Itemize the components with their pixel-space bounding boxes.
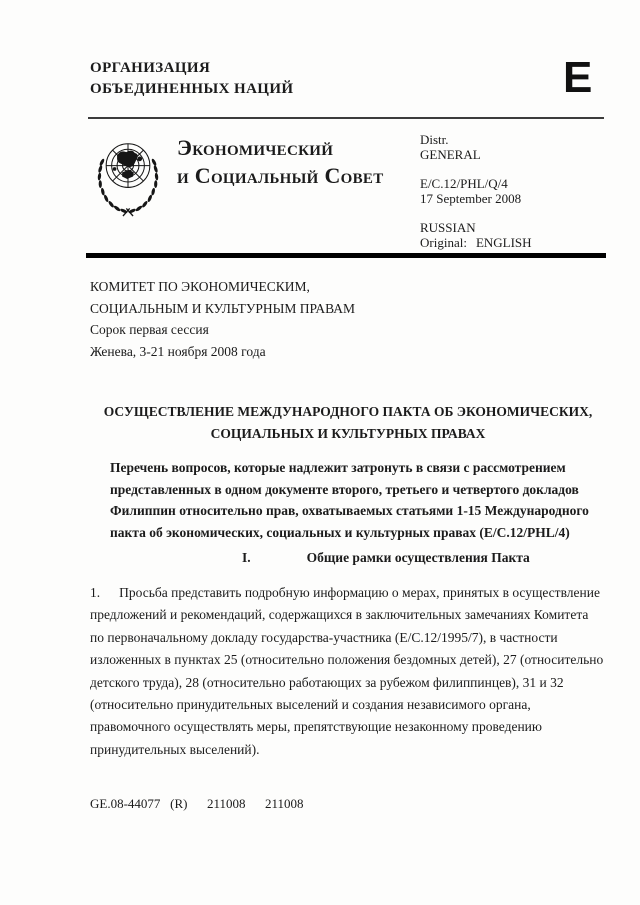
org-name-line2: ОБЪЕДИНЕННЫХ НАЦИЙ xyxy=(90,81,294,97)
paragraph-1-text: Просьба представить подробную информацию о мерах, принятых в осуществление предложений и рекомендаций, содержащихся в заключительных замечаниях Комитета по первоначальному докладу государства-участника (E/C.12/1995/7), в частности изложенных в пунктах 25 (относительно положения бездомных детей), 27 (относительно детского труда), 28 (относительно работающих за рубежом филиппинцев), 31 и 32 (относительно принудительных выселений и создания независимого органа, правомочного осуществлять меры, препятствующие незаконному проведению принудительных выселений). xyxy=(90,585,604,757)
council-name-line2: и Социальный Совет xyxy=(177,163,384,188)
document-series-letter: E xyxy=(563,53,593,102)
section-number: I. xyxy=(242,550,251,565)
un-emblem-icon xyxy=(86,130,170,218)
distr-group xyxy=(420,132,532,162)
document-title-line2: СОЦИАЛЬНЫХ И КУЛЬТУРНЫХ ПРАВАХ xyxy=(210,426,486,441)
committee-name-line2: СОЦИАЛЬНЫМ И КУЛЬТУРНЫМ ПРАВАМ xyxy=(90,300,355,316)
section-title: Общие рамки осуществления Пакта xyxy=(306,550,530,565)
council-name xyxy=(177,134,384,190)
document-date: 17 September 2008 xyxy=(420,191,522,206)
venue-line: Женева, 3-21 ноября 2008 года xyxy=(90,343,266,359)
document-subtitle: Перечень вопросов, которые надлежит затронуть в связи с рассмотрением представленных в одном документе второго, третьего и четвертого докладов Филиппин относительно прав, охватываемых статьями 1-15 Международного пакта об экономических, социальных и культурных правах (E/C.12/PHL/4) xyxy=(110,460,589,540)
document-title xyxy=(90,401,606,445)
distribution-block xyxy=(420,132,532,264)
org-name xyxy=(90,58,294,100)
document-title-line1: ОСУЩЕСТВЛЕНИЕ МЕЖДУНАРОДНОГО ПАКТА ОБ ЭКОНОМИЧЕСКИХ, xyxy=(103,404,593,419)
committee-name-line1: КОМИТЕТ ПО ЭКОНОМИЧЕСКИМ, xyxy=(90,279,310,294)
original-value: ENGLISH xyxy=(475,235,532,250)
paragraph-1 xyxy=(90,582,604,761)
language-group xyxy=(420,220,532,250)
council-name-line1: Экономический xyxy=(177,135,334,160)
committee-block xyxy=(90,276,355,362)
header-divider xyxy=(88,117,604,119)
masthead-divider xyxy=(86,253,606,258)
document-footer-reference: GE.08-44077 (R) 211008 211008 xyxy=(90,796,304,811)
document-language: RUSSIAN xyxy=(420,220,476,235)
org-name-line1: ОРГАНИЗАЦИЯ xyxy=(90,60,211,76)
original-language-line xyxy=(420,235,532,250)
document-symbol: E/C.12/PHL/Q/4 xyxy=(420,176,508,191)
distr-label: Distr. xyxy=(420,132,449,147)
paragraph-1-number: 1. xyxy=(90,585,101,600)
distr-type: GENERAL xyxy=(420,147,481,162)
session-line: Сорок первая сессия xyxy=(90,322,209,337)
original-label: Original: xyxy=(420,235,467,250)
symbol-date-group xyxy=(420,176,532,206)
section-heading xyxy=(242,548,530,568)
